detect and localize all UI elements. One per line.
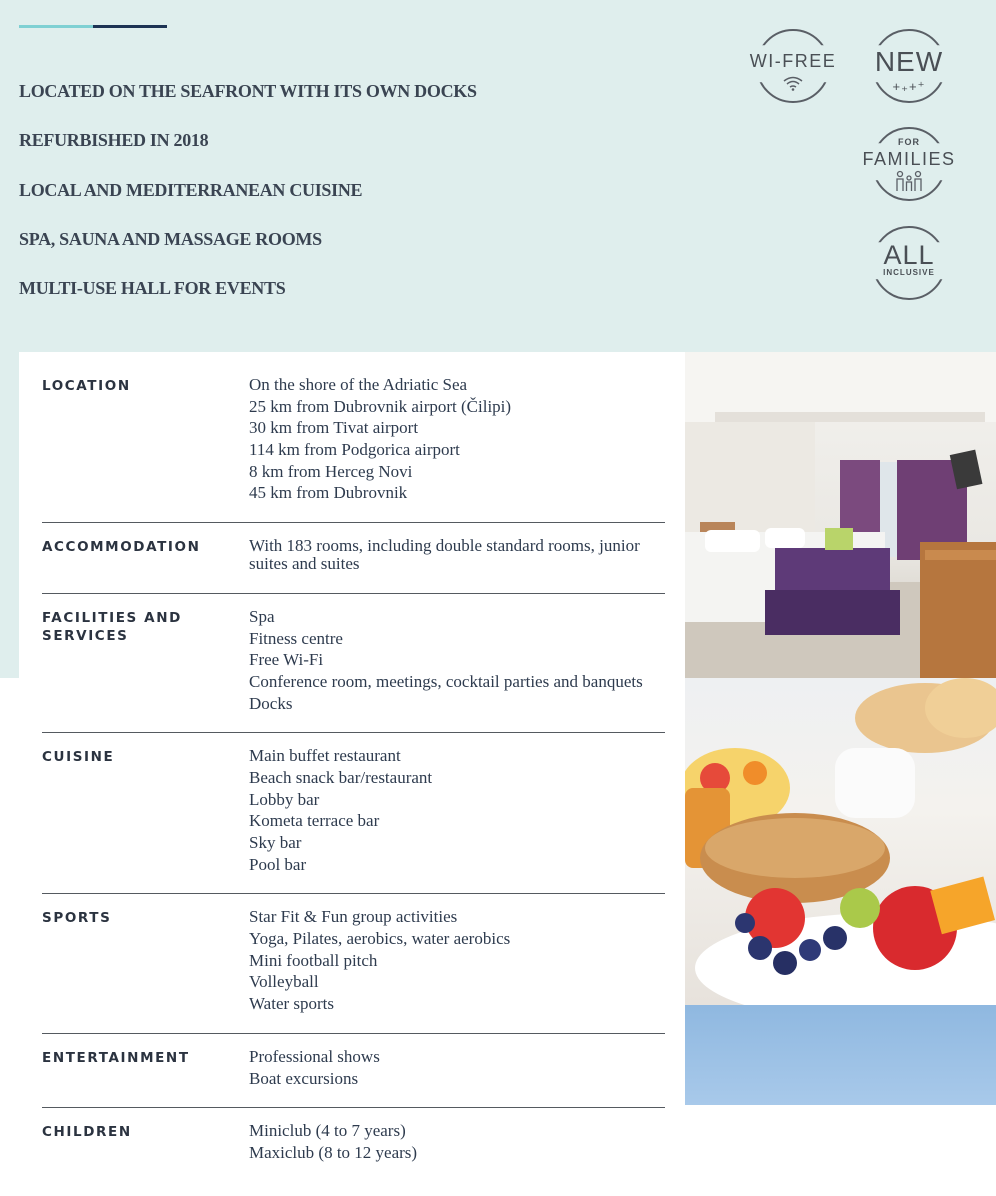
info-value: 8 km from Herceg Novi bbox=[249, 461, 413, 481]
info-value: Professional shows bbox=[249, 1046, 380, 1066]
new-badge bbox=[874, 31, 944, 101]
breakfast-photo bbox=[685, 678, 996, 1005]
badge-label: ALL bbox=[883, 240, 935, 270]
info-value: Kometa terrace bar bbox=[249, 811, 380, 831]
highlight-item: LOCAL AND MEDITERRANEAN CUISINE bbox=[19, 179, 363, 200]
info-value: Conference room, meetings, cocktail parties and banquets bbox=[249, 671, 643, 691]
info-value: Docks bbox=[249, 693, 293, 713]
info-label: ACCOMMODATION bbox=[42, 539, 201, 556]
info-value: Free Wi-Fi bbox=[249, 650, 324, 670]
wifi-icon bbox=[782, 75, 804, 91]
info-value: Spa bbox=[249, 606, 275, 626]
info-value: Main buffet restaurant bbox=[249, 746, 401, 766]
info-value: Boat excursions bbox=[249, 1068, 359, 1088]
info-row-cuisine bbox=[42, 747, 665, 894]
info-label: CUISINE bbox=[42, 749, 115, 766]
info-value: Mini football pitch bbox=[249, 950, 378, 970]
info-value: With 183 rooms, including double standard rooms, junior suites and suites bbox=[249, 536, 640, 574]
sparkle-icon: +₊+⁺ bbox=[892, 79, 926, 94]
info-value: Maxiclub (8 to 12 years) bbox=[249, 1142, 418, 1162]
for-families-badge bbox=[862, 129, 956, 199]
highlight-item: SPA, SAUNA AND MASSAGE ROOMS bbox=[19, 228, 322, 249]
badge-label: NEW bbox=[874, 46, 944, 77]
info-value: Yoga, Pilates, aerobics, water aerobics bbox=[249, 929, 511, 949]
info-row-sports bbox=[42, 908, 665, 1033]
family-icon bbox=[894, 169, 924, 193]
info-values bbox=[249, 908, 665, 1016]
info-value: On the shore of the Adriatic Sea bbox=[249, 375, 468, 394]
info-row-facilities bbox=[42, 608, 665, 733]
info-values bbox=[249, 537, 665, 577]
info-value: Pool bar bbox=[249, 854, 307, 874]
info-value: Volleyball bbox=[249, 972, 319, 992]
info-value: Lobby bar bbox=[249, 789, 320, 809]
sky-photo bbox=[685, 1005, 996, 1105]
accent-line bbox=[19, 25, 93, 28]
accent-line bbox=[93, 25, 167, 28]
info-row-entertainment bbox=[42, 1048, 665, 1108]
info-label: LOCATION bbox=[42, 378, 131, 394]
info-value: Water sports bbox=[249, 994, 335, 1014]
info-label: ENTERTAINMENT bbox=[42, 1049, 190, 1066]
info-values bbox=[249, 608, 665, 716]
info-value: 30 km from Tivat airport bbox=[249, 418, 419, 438]
panel-strip bbox=[0, 352, 19, 678]
wi-free-badge bbox=[749, 31, 837, 101]
highlight-item: REFURBISHED IN 2018 bbox=[19, 130, 209, 151]
badge-label-top: FOR bbox=[898, 137, 920, 147]
info-value: Sky bar bbox=[249, 833, 302, 852]
badge-label: WI-FREE bbox=[749, 51, 837, 71]
info-label: SPORTS bbox=[42, 910, 112, 927]
info-label: FACILITIES AND SERVICES bbox=[42, 609, 182, 644]
info-values bbox=[249, 1048, 665, 1091]
info-value: Beach snack bar/restaurant bbox=[249, 767, 433, 787]
info-value: 25 km from Dubrovnik airport (Čilipi) bbox=[249, 396, 512, 416]
info-values bbox=[249, 747, 665, 877]
info-values bbox=[249, 376, 665, 506]
info-value: Miniclub (4 to 7 years) bbox=[249, 1121, 406, 1141]
info-table bbox=[19, 352, 685, 1196]
info-values bbox=[249, 1122, 665, 1165]
highlight-item: LOCATED ON THE SEAFRONT WITH ITS OWN DOCKS bbox=[19, 81, 477, 101]
highlights-list bbox=[19, 78, 477, 324]
info-value: 45 km from Dubrovnik bbox=[249, 483, 408, 503]
badge-label: FAMILIES bbox=[862, 149, 956, 169]
info-label: CHILDREN bbox=[42, 1124, 132, 1141]
info-row-children bbox=[42, 1122, 665, 1181]
all-inclusive-badge bbox=[874, 228, 944, 298]
info-row-location bbox=[42, 376, 665, 523]
info-value: Fitness centre bbox=[249, 628, 343, 648]
info-value: 114 km from Podgorica airport bbox=[249, 440, 460, 460]
badge-sublabel: INCLUSIVE bbox=[883, 268, 935, 277]
info-value: Star Fit & Fun group activities bbox=[249, 907, 458, 927]
hotel-room-photo bbox=[685, 352, 996, 678]
info-row-accommodation bbox=[42, 537, 665, 594]
highlight-item: MULTI-USE HALL FOR EVENTS bbox=[19, 278, 286, 299]
